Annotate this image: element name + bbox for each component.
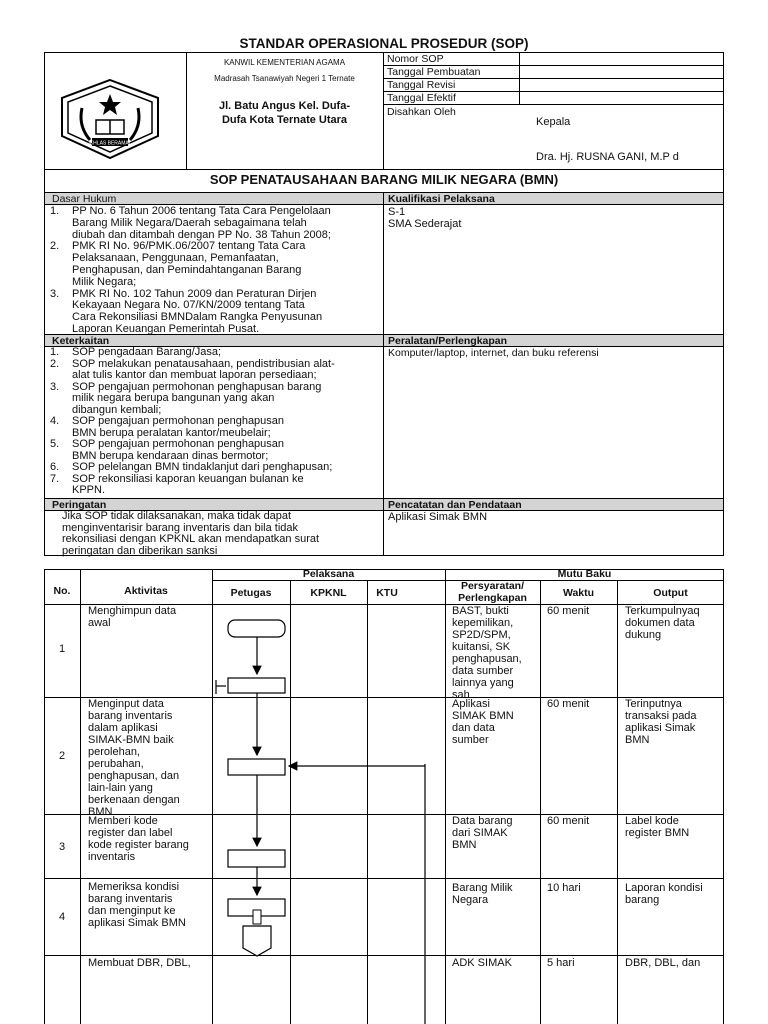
kualifikasi-label: Kualifikasi Pelaksana — [388, 193, 495, 205]
org-name: KANWIL KEMENTERIAN AGAMA — [223, 58, 346, 67]
list-item: 6. SOP pelelangan BMN tindaklanjut dari penghapusan; — [50, 461, 333, 473]
flow-start — [228, 620, 285, 637]
col-petugas: Petugas — [230, 587, 272, 599]
row-2-output: Terinputnya transaksi pada aplikasi Simak BMN — [625, 698, 697, 746]
list-item: 2. SOP melakukan penatausahaan, pendistribusian alat- alat tulis kantor dan membuat laporan persediaan; — [50, 357, 335, 381]
row-4-persyaratan: Barang Milik Negara — [452, 882, 513, 906]
pencatatan-label: Pencatatan dan Pendataan — [388, 499, 522, 511]
list-item: 2. PMK RI No. 96/PMK.06/2007 tentang Tata Cara Pelaksanaan, Penggunaan, Pemanfaatan, Penghapusan, dan Pemindahtanganan Barang Milik Negara; — [50, 240, 306, 288]
row-3-waktu: 60 menit — [547, 815, 590, 827]
col-waktu: Waktu — [562, 587, 595, 599]
dasar-hukum-label: Dasar Hukum — [52, 193, 117, 205]
keterkaitan-label: Keterkaitan — [52, 335, 110, 347]
list-item: 1. SOP pengadaan Barang/Jasa; — [50, 346, 222, 358]
col-output: Output — [653, 587, 688, 599]
list-item: 3. SOP pengajuan permohonan penghapusan barang milik negara berupa bangunan yang akan dibangun kembali; — [50, 380, 322, 416]
row-5-persyaratan: ADK SIMAK — [452, 957, 512, 969]
col-persyaratan: Persyaratan/ Perlengkapan — [458, 580, 527, 604]
row-3-persyaratan: Data barang dari SIMAK BMN — [452, 815, 513, 851]
col-pelaksana: Pelaksana — [302, 568, 355, 580]
signer-name: Dra. Hj. RUSNA GANI, M.P d — [536, 151, 679, 163]
logo-motto: IKHLAS BERAMAL — [88, 140, 132, 147]
row-4-aktivitas: Memeriksa kondisi barang inventaris dan menginput ke aplikasi Simak BMN — [88, 881, 186, 929]
school-name: Madrasah Tsanawiyah Negeri 1 Ternate — [214, 74, 355, 83]
row-1-aktivitas: Menghimpun data awal — [88, 605, 177, 629]
row-1-persyaratan: BAST, bukti kepemilikan, SP2D/SPM, kuitansi, SK penghapusan, data sumber lainnya yang sah — [452, 605, 522, 701]
row-5-waktu: 5 hari — [547, 957, 575, 969]
field-nomor-sop: Nomor SOP — [387, 53, 444, 65]
field-tanggal-efektif: Tanggal Efektif — [387, 92, 456, 104]
row-2-persyaratan: Aplikasi SIMAK BMN dan data sumber — [452, 698, 514, 746]
kualifikasi-value: S-1 SMA Sederajat — [388, 206, 462, 230]
list-item: 5. SOP pengajuan permohonan penghapusan BMN berupa kendaraan dinas bermotor; — [50, 438, 285, 462]
peringatan-label: Peringatan — [52, 499, 107, 511]
dasar-hukum-list — [50, 206, 380, 336]
col-no: No. — [53, 585, 71, 597]
flow-process-1 — [228, 678, 285, 693]
col-ktu: KTU — [376, 587, 398, 599]
list-item: 3. PMK RI No. 102 Tahun 2009 dan Peraturan Dirjen Kekayaan Negara No. 07/KN/2009 tentang Tata Cara Rekonsiliasi BMNDalam Rangka Penyusunan Laporan Keuangan Pemerintah Pusat. — [50, 287, 323, 335]
list-item: 7. SOP rekonsiliasi kaporan keuangan bulanan ke KPPN. — [50, 472, 304, 496]
keterkaitan-list — [50, 347, 380, 497]
row-1-waktu: 60 menit — [547, 605, 590, 617]
row-2-waktu: 60 menit — [547, 698, 590, 710]
row-4-output: Laporan kondisi barang — [625, 882, 703, 906]
field-tanggal-pembuatan: Tanggal Pembuatan — [387, 66, 481, 78]
list-item: 4. SOP pengajuan permohonan penghapusan BMN berupa peralatan kantor/meubelair; — [50, 415, 285, 439]
list-item: 1. PP No. 6 Tahun 2006 tentang Tata Cara Pengelolaan Barang Milik Negara/Daerah sebagaimana telah diubah dan ditambah dengan PP No. 38 Tahun 2008; — [50, 205, 331, 241]
flow-process-3 — [228, 850, 285, 867]
peralatan-value: Komputer/laptop, internet, dan buku referensi — [388, 347, 599, 359]
field-disahkan-oleh: Disahkan Oleh — [387, 106, 456, 118]
pencatatan-value: Aplikasi Simak BMN — [388, 511, 488, 523]
ministry-logo — [58, 78, 162, 160]
flowchart — [212, 604, 445, 1024]
row-3-output: Label kode register BMN — [625, 815, 690, 839]
peringatan-value: Jika SOP tidak dilaksanakan, maka tidak dapat menginventarisir barang inventaris dan bila tidak rekonsiliasi dengan KPKNL akan mendapatkan surat peringatan dan diberikan sanksi — [62, 510, 320, 557]
row-2-no: 2 — [58, 750, 66, 762]
row-3-aktivitas: Memberi kode register dan label kode register barang inventaris — [88, 815, 189, 863]
row-1-no: 1 — [58, 643, 66, 655]
document-title: STANDAR OPERASIONAL PROSEDUR (SOP) — [239, 36, 529, 51]
col-kpknl: KPKNL — [310, 587, 347, 599]
row-3-no: 3 — [58, 841, 66, 853]
flow-process-2 — [228, 759, 285, 775]
flow-offpage-connector — [243, 926, 271, 956]
row-2-aktivitas: Menginput data barang inventaris dalam aplikasi SIMAK-BMN baik perolehan, perubahan, penghapusan, dan lain-lain yang berkenaan dengan BMN — [88, 698, 180, 818]
sop-title: SOP PENATAUSAHAAN BARANG MILIK NEGARA (BMN) — [209, 172, 559, 187]
row-5-output: DBR, DBL, dan — [625, 957, 701, 969]
row-1-output: Terkumpulnyaq dokumen data dukung — [625, 605, 700, 641]
field-tanggal-revisi: Tanggal Revisi — [387, 79, 456, 91]
col-mutu-baku: Mutu Baku — [557, 568, 612, 580]
row-5-aktivitas: Membuat DBR, DBL, — [88, 957, 191, 969]
signer-role: Kepala — [536, 116, 571, 128]
address: Jl. Batu Angus Kel. Dufa- Dufa Kota Ternate Utara — [219, 100, 350, 126]
row-4-waktu: 10 hari — [547, 882, 581, 894]
row-4-no: 4 — [58, 911, 66, 923]
col-aktivitas: Aktivitas — [124, 585, 168, 597]
peralatan-label: Peralatan/Perlengkapan — [388, 335, 508, 347]
